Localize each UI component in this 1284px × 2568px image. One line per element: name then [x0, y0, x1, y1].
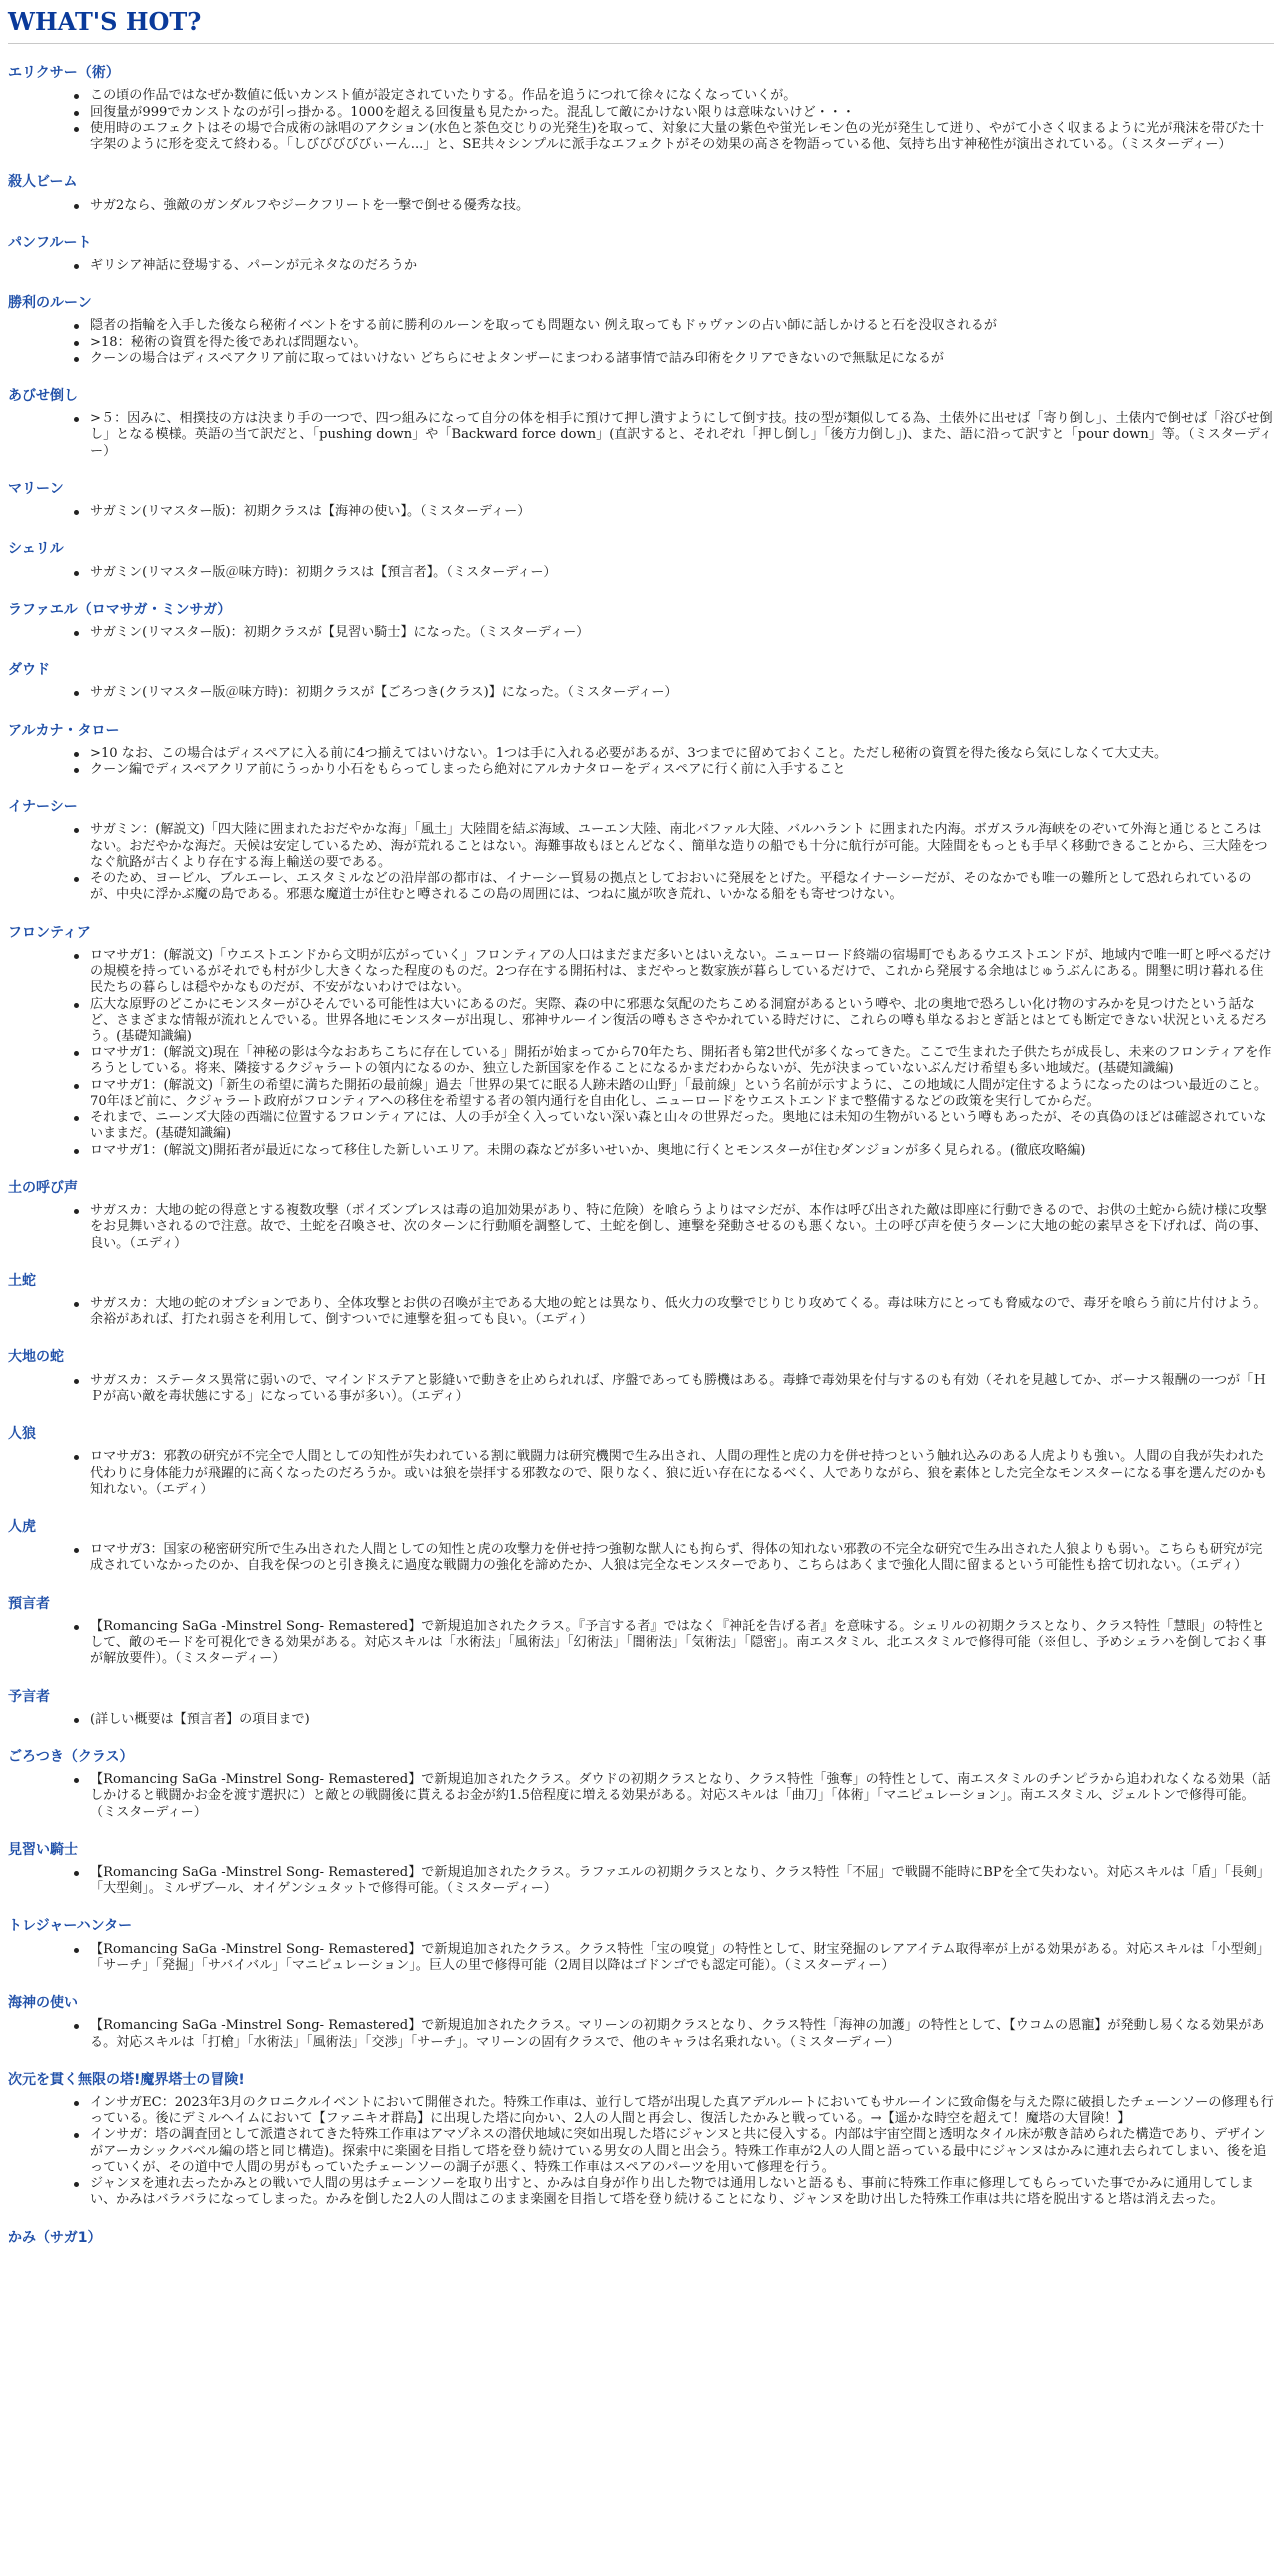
list-item: 広大な原野のどこかにモンスターがひそんでいる可能性は大いにあるのだ。実際、森の中に邪悪な気配のたちこめる洞窟があるという噂や、北の奥地で恐ろしい化け物のすみかを見つけたという話など、さまざまな情報が流れとんでいる。世界各地にモンスターが出現し、邪神サルーイン復活の噂もささやかれている時だけに、これらの噂も単なるおとぎ話とはとても断定できない状況といえるだろう。(基礎知識編)	[90, 997, 1274, 1046]
section-list	[8, 1542, 1274, 1574]
section-list	[8, 504, 1274, 520]
list-item: サガ2なら、強敵のガンダルフやジークフリートを一撃で倒せる優秀な技。	[90, 198, 1274, 214]
list-item: 【Romancing SaGa -Minstrel Song- Remastered】で新規追加されたクラス。『予言する者』ではなく『神託を告げる者』を意味する。シェリルの初期クラスとなり、クラス特性「慧眼」の特性として、敵のモードを可視化できる効果がある。対応スキルは「水術法」「風術法」「幻術法」「闇術法」「気術法」「隠密」。南エスタミル、北エスタミルで修得可能（※但し、予めシェラハを倒しておく事が解放要件）。（ミスターディー）	[90, 1619, 1274, 1668]
section-list	[8, 1373, 1274, 1405]
list-item: サガミン：(解説文)「四大陸に囲まれたおだやかな海」「風土」大陸間を結ぶ海域、ユーエン大陸、南北バファル大陸、バルハラント に囲まれた内海。ボガスラル海峡をのぞいて外海と通じるところはない。おだやかな海だ。天候は安定しているため、海が荒れることはない。海難事故もほとんどなく、簡単な造りの船でも十分に航行が可能。大陸間をもっとも手早く移動できることから、三大陸をつなぐ航路が古くより存在する海上輸送の要である。	[90, 822, 1274, 871]
section-list	[8, 411, 1274, 460]
section-heading[interactable]: 殺人ビーム	[8, 174, 78, 191]
section-heading[interactable]: マリーン	[8, 480, 64, 497]
list-item: サガミン(リマスター版＠味方時)：初期クラスが【ごろつき(クラス)】になった。（ミスターディー）	[90, 685, 1274, 701]
section-heading[interactable]: 予言者	[8, 1688, 50, 1705]
section-heading[interactable]: 勝利のルーン	[8, 295, 92, 312]
list-item: ロマサガ1：(解説文)「新生の希望に満ちた開拓の最前線」過去「世界の果てに眠る人跡未踏の山野」「最前線」という名前が示すように、この地域に人間が定住するようになったのはつい最近のこと。70年ほど前に、クジャラート政府がフロンティアへの移住を希望する者の領内通行を自由化し、ニューロードをウエストエンドまで整備するなどの政策を実行してからだ。	[90, 1078, 1274, 1110]
section-heading[interactable]: あびせ倒し	[8, 388, 78, 405]
section-heading[interactable]: ラファエル（ロマサガ・ミンサガ）	[8, 601, 232, 618]
list-item: 隠者の指輪を入手した後なら秘術イベントをする前に勝利のルーンを取っても問題ない 例え取ってもドゥヴァンの占い師に話しかけると石を没収されるが	[90, 318, 1274, 334]
list-item: クーン編でディスペアクリア前にうっかり小石をもらってしまったら絶対にアルカナタローをディスペアに行く前に入手すること	[90, 762, 1274, 778]
list-item: それまで、ニーンズ大陸の西端に位置するフロンティアには、人の手が全く入っていない深い森と山々の世界だった。奥地には未知の生物がいるという噂もあったが、その真偽のほどは確認されていないままだ。(基礎知識編)	[90, 1110, 1274, 1142]
section-heading[interactable]: 預言者	[8, 1595, 50, 1612]
list-item: ロマサガ1：(解説文)開拓者が最近になって移住した新しいエリア。未開の森などが多いせいか、奥地に行くとモンスターが住むダンジョンが多く見られる。(徹底攻略編)	[90, 1143, 1274, 1159]
section-heading[interactable]: かみ（サガ1）	[8, 2229, 102, 2246]
list-item: 【Romancing SaGa -Minstrel Song- Remastered】で新規追加されたクラス。クラス特性「宝の嗅覚」の特性として、財宝発掘のレアアイテム取得率が上がる効果がある。対応スキルは「小型剣」「サーチ」「発掘」「サバイバル」「マニピュレーション」。巨人の里で修得可能（2周目以降はゴドンゴでも認定可能）。（ミスターディー）	[90, 1942, 1274, 1974]
section-list	[8, 2095, 1274, 2209]
section-list	[8, 1296, 1274, 1328]
section-list	[8, 198, 1274, 214]
list-item: この頃の作品ではなぜか数値に低いカンスト値が設定されていたりする。作品を追うにつれて徐々になくなっていくが。	[90, 88, 1274, 104]
list-item: 【Romancing SaGa -Minstrel Song- Remastered】で新規追加されたクラス。ラファエルの初期クラスとなり、クラス特性「不屈」で戦闘不能時にBPを全て失わない。対応スキルは「盾」「長剣」「大型剣」。ミルザブール、オイゲンシュタットで修得可能。（ミスターディー）	[90, 1865, 1274, 1897]
section-heading[interactable]: 人狼	[8, 1426, 36, 1443]
list-item: ロマサガ1：(解説文)現在「神秘の影は今なおあちこちに存在している」開拓が始まってから70年たち、開拓者も第2世代が多くなってきた。ここで生まれた子供たちが成長し、未来のフロンティアを作ろうとしている。将来、隣接するクジャラートの領内になるのか、独立した新国家を作ることになるかまだわからないが、先が決まっていないぶんだけ希望も多い地域だ。(基礎知識編)	[90, 1045, 1274, 1077]
section-list	[8, 1449, 1274, 1498]
section-heading[interactable]: アルカナ・タロー	[8, 722, 120, 739]
section-list	[8, 565, 1274, 581]
section-heading[interactable]: トレジャーハンター	[8, 1918, 133, 1935]
section-heading[interactable]: パンフルート	[8, 234, 92, 251]
list-item: ロマサガ3：国家の秘密研究所で生み出された人間としての知性と虎の攻撃力を併せ持つ強靭な獣人にも拘らず、得体の知れない邪教の不完全な研究で生み出された人狼よりも弱い。こちらも研究が完成されていなかったのか、自我を保つのと引き換えに過度な戦闘力の強化を諦めたか、人狼は完全なモンスターであり、こちらはあくまで強化人間に留まるという可能性も捨て切れない。（エディ）	[90, 1542, 1274, 1574]
section-list	[8, 1942, 1274, 1974]
list-item: サガミン(リマスター版)：初期クラスが【見習い騎士】になった。（ミスターディー）	[90, 625, 1274, 641]
sections-container	[8, 64, 1274, 2247]
section-heading[interactable]: シェリル	[8, 541, 64, 558]
section-list	[8, 1203, 1274, 1252]
list-item: ロマサガ3：邪教の研究が不完全で人間としての知性が失われている割に戦闘力は研究機関で生み出され、人間の理性と虎の力を併せ持つという触れ込みのある人虎よりも強い。人間の自我が失われた代わりに身体能力が飛躍的に高くなったのだろうか。或いは狼を崇拝する邪教なので、限りなく、狼に近い存在になるべく、人でありながら、狼を素体とした完全なモンスターになる事を選んだのかも知れない。（エディ）	[90, 1449, 1274, 1498]
list-item: >10 なお、この場合はディスペアに入る前に4つ揃えてはいけない。1つは手に入れる必要があるが、3つまでに留めておくこと。ただし秘術の資質を得た後なら気にしなくて大丈夫。	[90, 746, 1274, 762]
section-list	[8, 625, 1274, 641]
section-list	[8, 948, 1274, 1159]
list-item: >５：因みに、相撲技の方は決まり手の一つで、四つ組みになって自分の体を相手に預けて押し潰すようにして倒す技。技の型が類似してる為、土俵外に出せば「寄り倒し」、土俵内で倒せば「浴びせ倒し」となる模様。英語の当て訳だと、「pushing down」や「Backward force down」(直訳すると、それぞれ「押し倒し」「後方力倒し」)、また、語に沿って訳すと「pour down」等。（ミスターディー）	[90, 411, 1273, 459]
section-list	[8, 318, 1274, 367]
section-list	[8, 258, 1274, 274]
list-item: インサガEC：2023年3月のクロニクルイベントにおいて開催された。特殊工作車は、並行して塔が出現した真アデルルートにおいてもサルーインに致命傷を与えた際に破損したチェーンソーの修理も行っている。後にデミルヘイムにおいて【ファニキオ群島】に出現した塔に向かい、2人の人間と再会し、復活したかみと戦っている。→【遥かな時空を超えて！魔塔の大冒険！】	[90, 2094, 1274, 2127]
list-item: 【Romancing SaGa -Minstrel Song- Remastered】で新規追加されたクラス。マリーンの初期クラスとなり、クラス特性「海神の加護」の特性として、【ウコムの恩寵】が発動し易くなる効果がある。対応スキルは「打槍」「水術法」「風術法」「交渉」「サーチ」。マリーンの固有クラスで、他のキャラは名乗れない。（ミスターディー）	[90, 2018, 1274, 2050]
list-item: サガスカ：大地の蛇のオプションであり、全体攻撃とお供の召喚が主である大地の蛇とは異なり、低火力の攻撃でじりじり攻めてくる。毒は味方にとっても脅威なので、毒牙を喰らう前に片付けよう。余裕があれば、打たれ弱さを利用して、倒すついでに連撃を狙っても良い。（エディ）	[90, 1296, 1274, 1328]
section-heading[interactable]: 土蛇	[8, 1272, 36, 1289]
list-item: 使用時のエフェクトはその場で合成術の詠唱のアクション(水色と茶色交じりの光発生)を取って、対象に大量の紫色や蛍光レモン色の光が発生して迸り、やがて小さく収まるように光が飛沫を帯びた十字架のように形を変えて終わる。「しびびびびびぃーん...」と、SE共々シンプルに派手なエフェクトがその効果の高さを物語っている他、気持ち出す神秘性が演出されている。（ミスターディー）	[90, 121, 1274, 153]
section-heading[interactable]: 見習い騎士	[8, 1841, 78, 1858]
section-list	[8, 88, 1274, 153]
list-item: サガスカ：ステータス異常に弱いので、マインドステアと影縫いで動きを止められれば、序盤であっても勝機はある。毒蜂で毒効果を付与するのも有効（それを見越してか、ボーナス報酬の一つが「ＨＰが高い敵を毒状態にする」になっている事が多い）。（エディ）	[90, 1373, 1274, 1405]
list-item: 回復量が999でカンストなのが引っ掛かる。1000を超える回復量も見たかった。混乱して敵にかけない限りは意味ないけど・・・	[90, 105, 1274, 121]
section-list	[8, 1619, 1274, 1668]
list-item: インサガ：塔の調査団として派遣されてきた特殊工作車はアマゾネスの潜伏地域に突如出現した塔にジャンヌと共に侵入する。内部は宇宙空間と透明なタイル床が敷き詰められた構造であり、デザインがアーカシックバベル編の塔と同じ構造)。探索中に楽園を目指して塔を登り続けている男女の人間と出会う。特殊工作車が2人の人間と語っている最中にジャンヌはかみに連れ去られてしまい、後を追っていくが、その道中で人間の男がもっていたチェーンソーの調子が悪く、特殊工作車はスペアのパーツを用いて修理を行う。	[90, 2127, 1274, 2176]
section-list	[8, 822, 1274, 903]
list-item: 【Romancing SaGa -Minstrel Song- Remastered】で新規追加されたクラス。ダウドの初期クラスとなり、クラス特性「強奪」の特性として、南エスタミルのチンピラから追われなくなる効果（話しかけると戦闘かお金を渡す選択に）と敵との戦闘後に貰えるお金が約1.5倍程度に増える効果がある。対応スキルは「曲刀」「体術」「マニピュレーション」。南エスタミル、ジェルトンで修得可能。（ミスターディー）	[90, 1772, 1274, 1821]
section-heading[interactable]: イナーシー	[8, 799, 78, 816]
section-heading[interactable]: 次元を貫く無限の塔!魔界塔士の冒険!	[8, 2071, 245, 2088]
list-item: サガスカ：大地の蛇の得意とする複数攻撃（ポイズンブレスは毒の追加効果があり、特に危険）を喰らうよりはマシだが、本作は呼び出された敵は即座に行動できるので、お供の土蛇から続け様に攻撃をお見舞いされるので注意。故で、土蛇を召喚させ、次のターンに行動順を調整して、土蛇を倒し、連撃を発動させるのも悪くない。土の呼び声を使うターンに大地の蛇の素早さを下げれば、尚の事、良い。（エディ）	[90, 1203, 1274, 1252]
section-heading[interactable]: エリクサー（術）	[8, 65, 120, 82]
section-list	[8, 746, 1274, 778]
page-title: WHAT'S HOT?	[8, 6, 1274, 44]
section-heading[interactable]: 人虎	[8, 1518, 36, 1535]
section-list	[8, 1772, 1274, 1821]
list-item: クーンの場合はディスペアクリア前に取ってはいけない どちらにせよタンザーにまつわる諸事情で詰み印術をクリアできないので無駄足になるが	[90, 351, 1274, 367]
section-list	[8, 2018, 1274, 2050]
list-item: そのため、ヨービル、ブルエーレ、エスタミルなどの沿岸部の都市は、イナーシー貿易の拠点としておおいに発展をとげた。平穏なイナーシーだが、そのなかでも唯一の難所として恐れられているのが、中央に浮かぶ魔の島である。邪悪な魔道士が住むと噂されるこの島の周囲には、つねに嵐が吹き荒れ、いかなる船をも寄せつけない。	[90, 871, 1274, 903]
section-list	[8, 1712, 1274, 1728]
list-item: ジャンヌを連れ去ったかみとの戦いで人間の男はチェーンソーを取り出すと、かみは自身が作り出した物では通用しないと語るも、事前に特殊工作車に修理してもらっていた事でかみに通用してしまい、かみはバラバラになってしまった。かみを倒した2人の人間はこのまま楽園を目指して塔を登り続けることになり、ジャンヌを助け出した特殊工作車は共に塔を脱出すると塔は消え去った。	[90, 2176, 1274, 2208]
list-item: サガミン(リマスター版＠味方時)：初期クラスは【預言者】。（ミスターディー）	[90, 565, 1274, 581]
section-heading[interactable]: ダウド	[8, 662, 50, 679]
list-item: (詳しい概要は【預言者】の項目まで)	[90, 1712, 1274, 1728]
section-heading[interactable]: フロンティア	[8, 924, 91, 941]
section-heading[interactable]: 土の呼び声	[8, 1179, 78, 1196]
section-heading[interactable]: 大地の蛇	[8, 1349, 64, 1366]
list-item: ギリシア神話に登場する、パーンが元ネタなのだろうか	[90, 258, 1274, 274]
section-list	[8, 685, 1274, 701]
section-list	[8, 1865, 1274, 1897]
section-heading[interactable]: ごろつき（クラス）	[8, 1748, 134, 1765]
list-item: ロマサガ1：(解説文)「ウエストエンドから文明が広がっていく」フロンティアの人口はまだまだ多いとはいえない。ニューロード終端の宿場町でもあるウエストエンドが、地域内で唯一町と呼べるだけの規模を持っているがそれでも村が少し大きくなった程度のものだ。2つ存在する開拓村は、まだやっと数家族が暮らしているだけで、これから発展する余地はじゅうぶんにある。開墾に明け暮れる住民たちの暮らしは穏やかなものだが、不安がないわけではない。	[90, 948, 1274, 997]
section-heading[interactable]: 海神の使い	[8, 1995, 78, 2012]
list-item: サガミン(リマスター版)：初期クラスは【海神の使い】。（ミスターディー）	[90, 504, 1274, 520]
list-item: >18：秘術の資質を得た後であれば問題ない。	[90, 335, 1274, 351]
